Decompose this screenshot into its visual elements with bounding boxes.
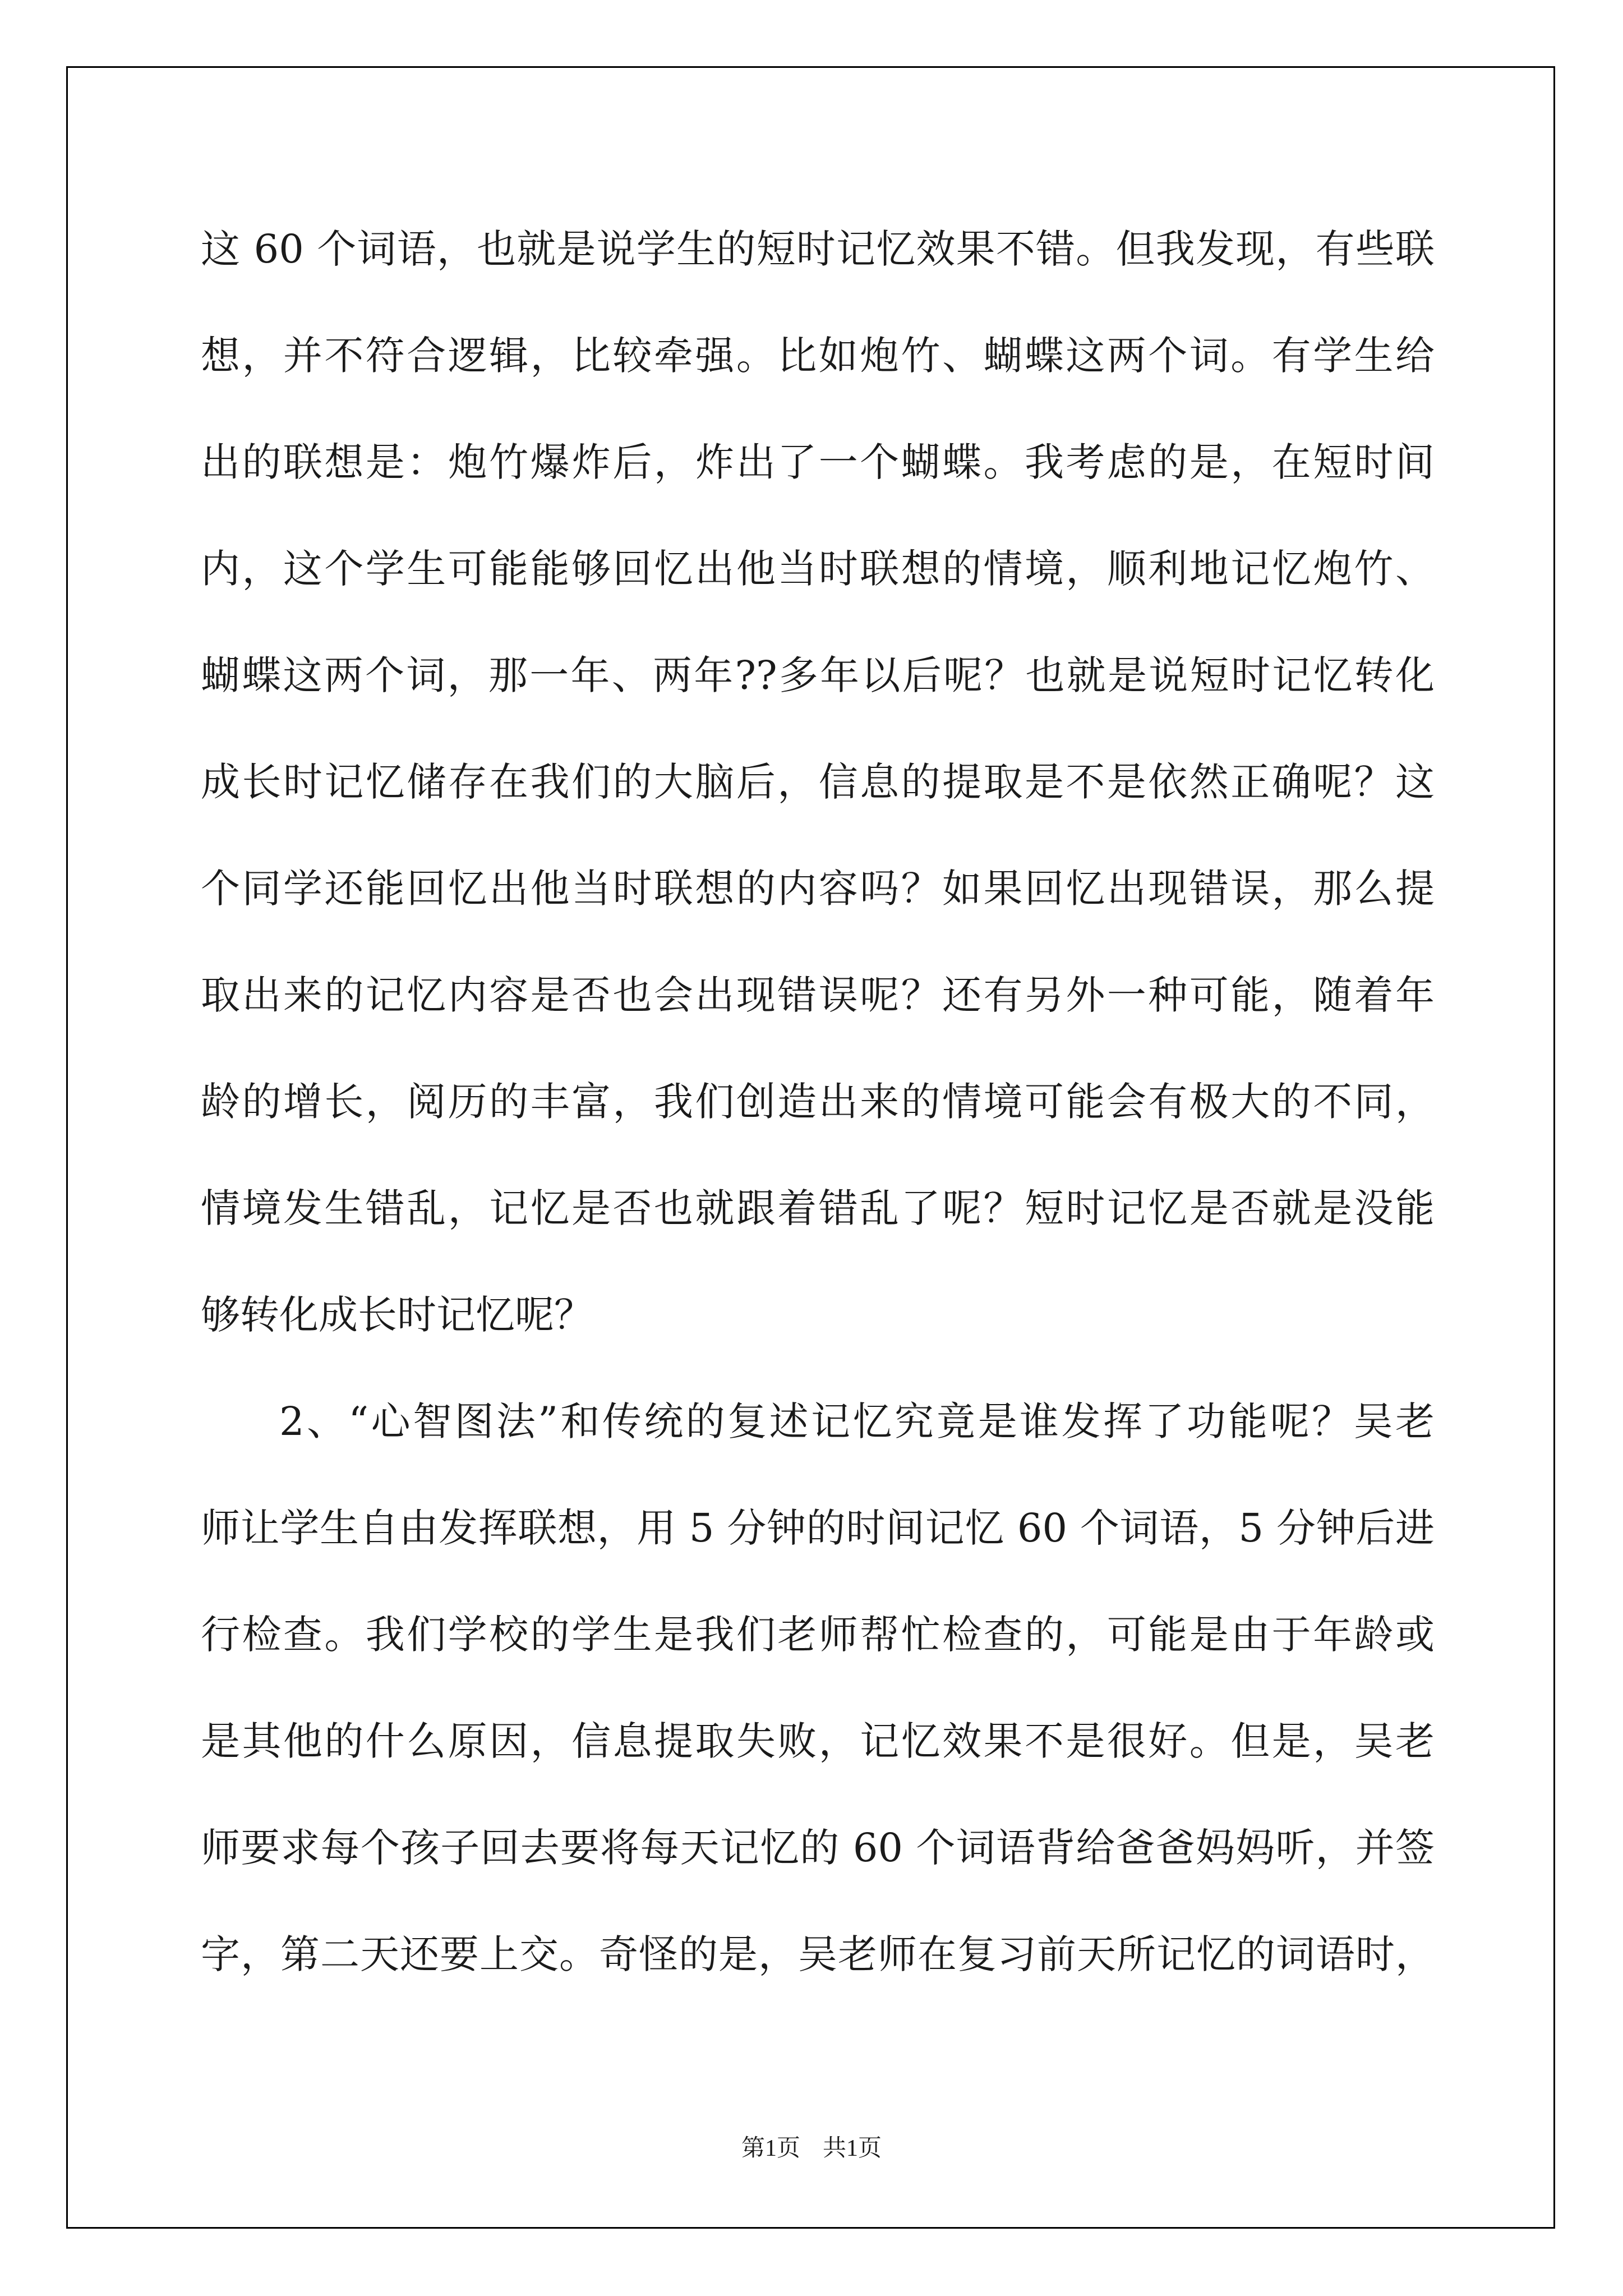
text-line: 够转化成长时记忆呢？ [201,1292,593,1338]
text-line: 行检查。我们学校的学生是我们老师帮忙检查的，可能是由于年龄或 [201,1612,1435,1658]
text-line: 取出来的记忆内容是否也会出现错误呢？还有另外一种可能，随着年 [201,972,1435,1018]
text-line: 这 60 个词语，也就是说学生的短时记忆效果不错。但我发现，有些联 [201,226,1435,272]
text-line: 字，第二天还要上交。奇怪的是，吴老师在复习前天所记忆的词语时， [201,1931,1435,1977]
text-line: 蝴蝶这两个词，那一年、两年??多年以后呢？也就是说短时记忆转化 [201,652,1435,698]
paragraph [201,1368,1435,2008]
text-line: 龄的增长，阅历的丰富，我们创造出来的情境可能会有极大的不同， [201,1079,1435,1125]
page-number: 第1页 [741,2136,800,2161]
text-line: 2、“心智图法”和传统的复述记忆究竟是谁发挥了功能呢？吴老 [279,1398,1435,1444]
document-body [201,196,1435,2008]
page-total: 共1页 [823,2136,882,2161]
text-line: 出的联想是：炮竹爆炸后，炸出了一个蝴蝶。我考虑的是，在短时间 [201,439,1435,485]
text-line: 内，这个学生可能能够回忆出他当时联想的情境，顺利地记忆炮竹、 [201,546,1435,592]
text-line: 师要求每个孩子回去要将每天记忆的 60 个词语背给爸爸妈妈听，并签 [201,1825,1435,1871]
text-line: 个同学还能回忆出他当时联想的内容吗？如果回忆出现错误，那么提 [201,866,1435,912]
paragraph [201,196,1435,1368]
text-line: 是其他的什么原因，信息提取失败，记忆效果不是很好。但是，吴老 [201,1718,1435,1764]
text-line: 想，并不符合逻辑，比较牵强。比如炮竹、蝴蝶这两个词。有学生给 [201,333,1435,379]
text-line: 成长时记忆储存在我们的大脑后，信息的提取是不是依然正确呢？这 [201,759,1435,805]
text-line: 师让学生自由发挥联想，用 5 分钟的时间记忆 60 个词语，5 分钟后进 [201,1505,1435,1551]
page-footer [0,2132,1623,2165]
text-line: 情境发生错乱，记忆是否也就跟着错乱了呢？短时记忆是否就是没能 [201,1185,1435,1231]
